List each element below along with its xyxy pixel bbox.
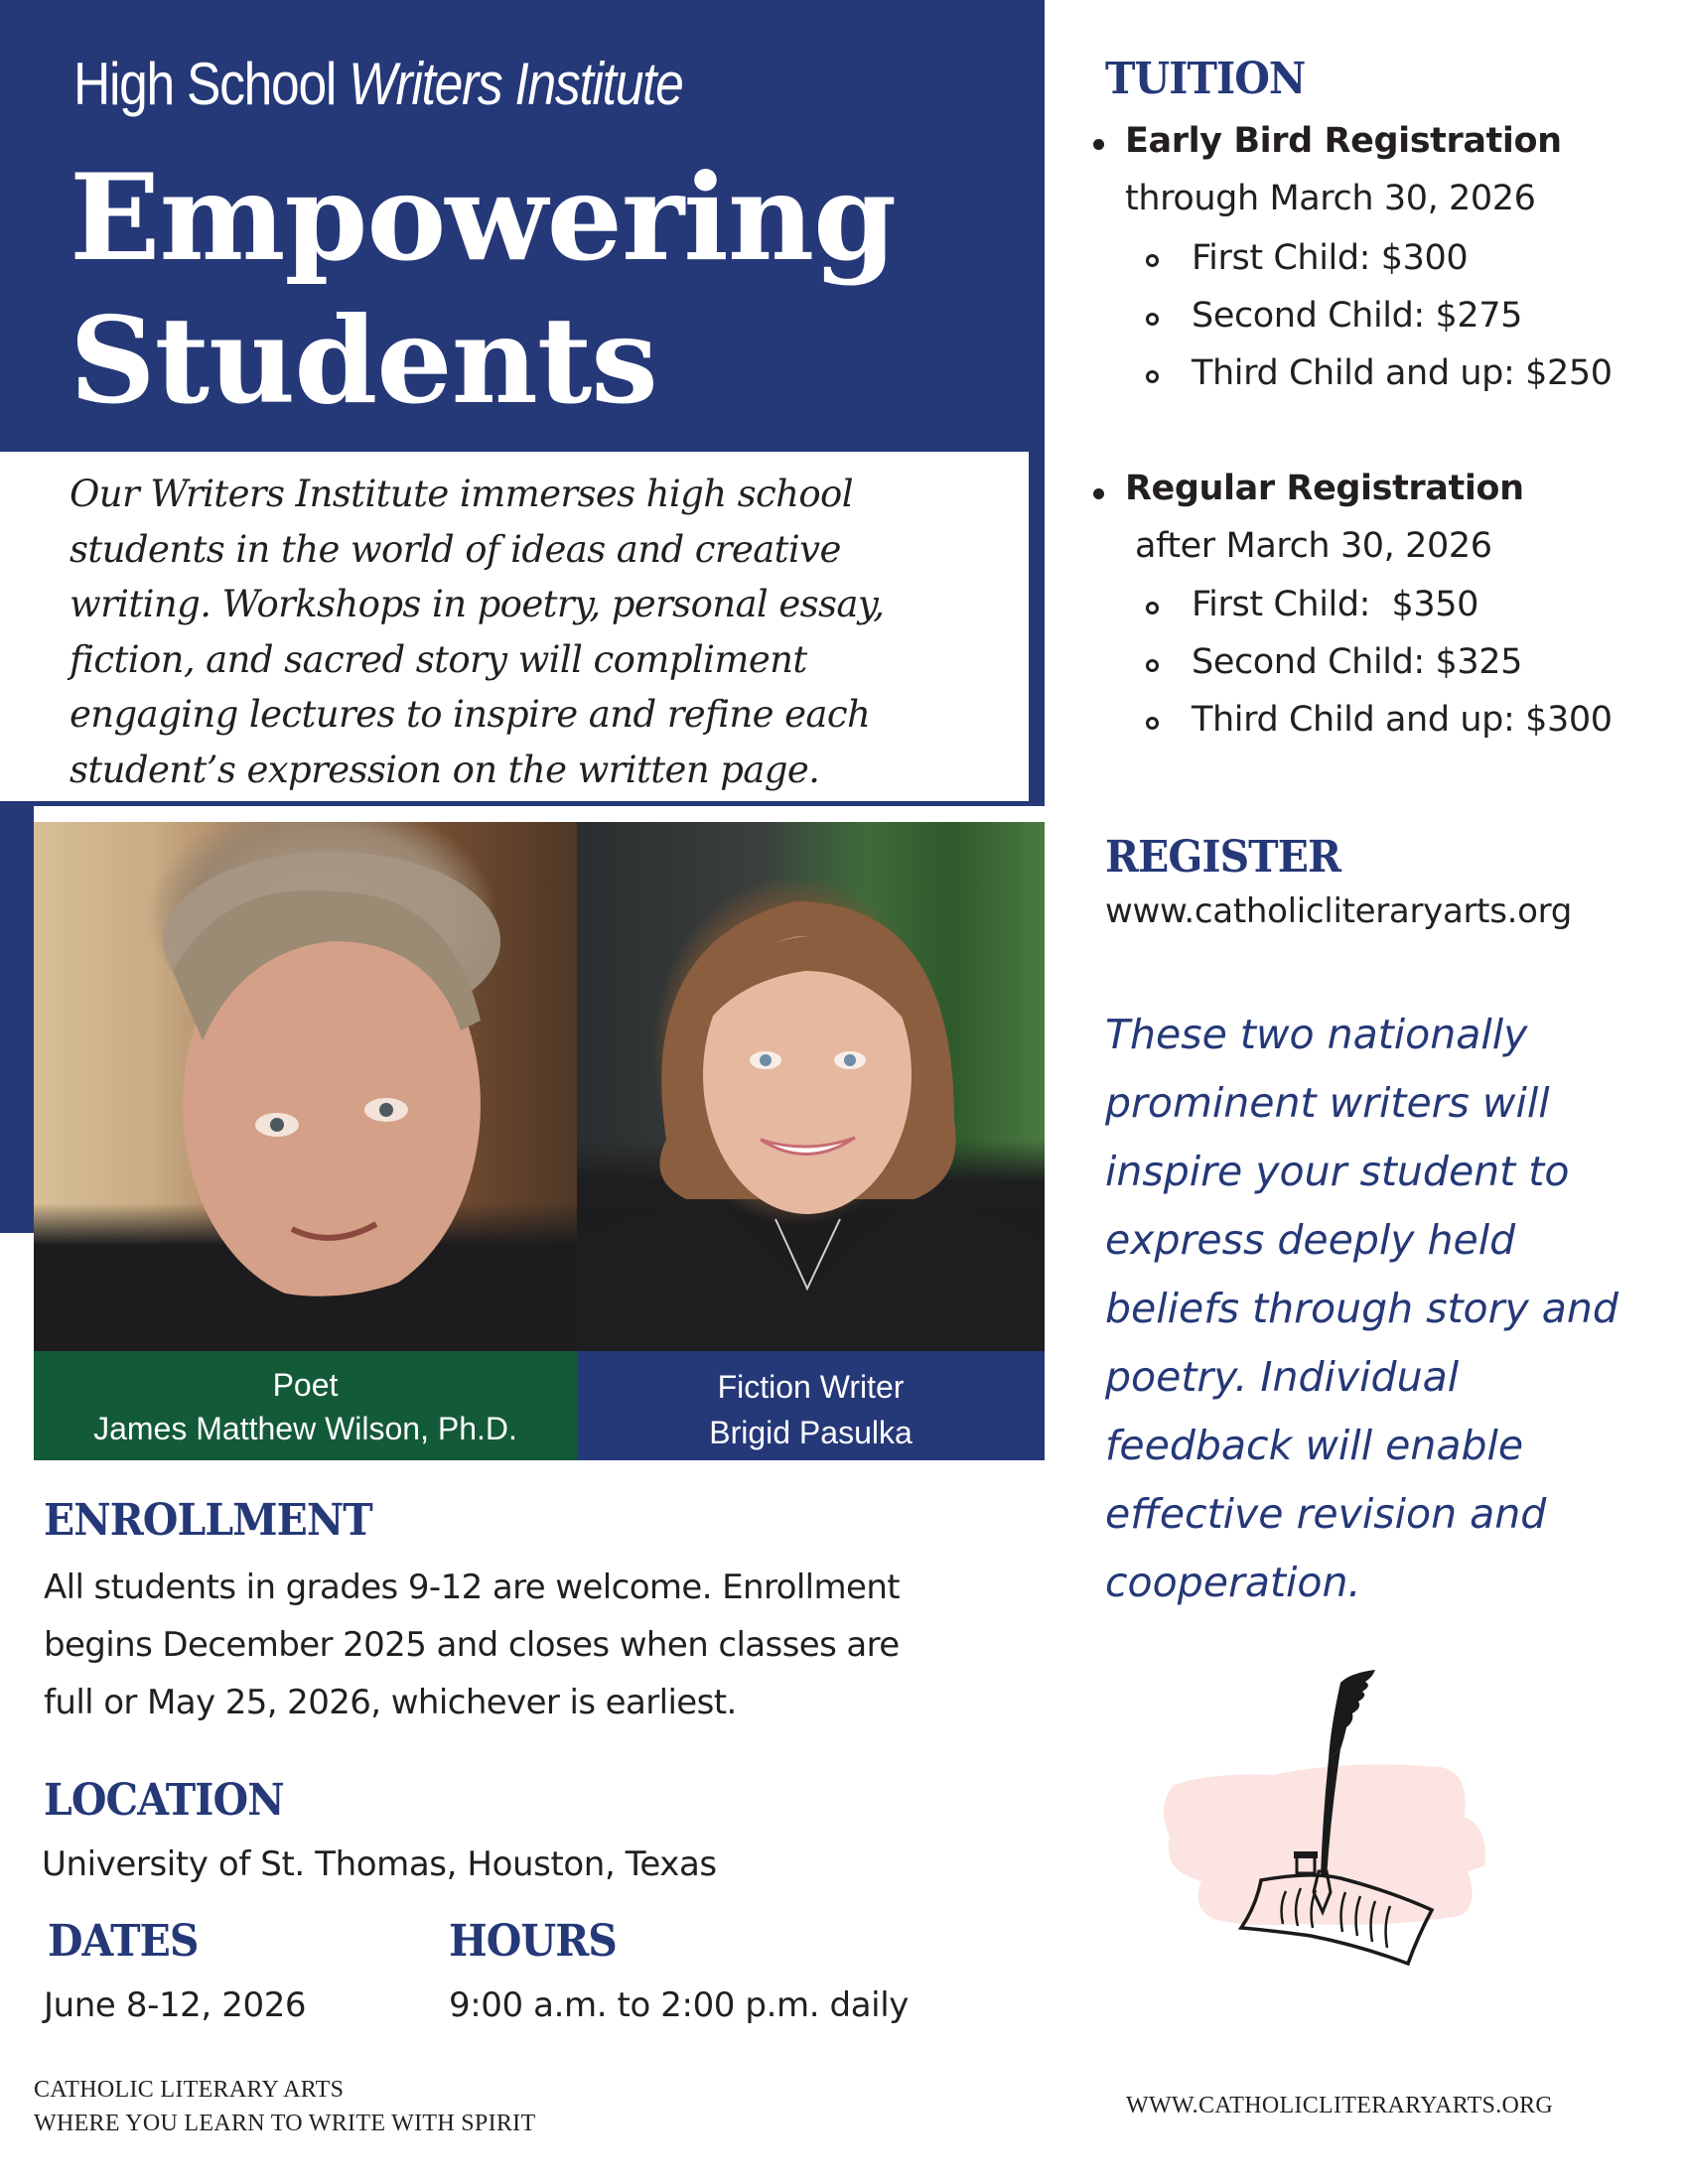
sub-bullet-icon	[1146, 313, 1159, 326]
promo-line: effective revision and	[1105, 1490, 1547, 1538]
tier-price: Third Child and up: $300	[1192, 700, 1613, 740]
title-line-2: Students	[70, 291, 657, 431]
tier-name: Regular Registration	[1125, 469, 1524, 508]
promo-line: prominent writers will	[1105, 1079, 1550, 1127]
promo-line: cooperation.	[1105, 1559, 1361, 1606]
footer-url[interactable]: WWW.CATHOLICLITERARYARTS.ORG	[1126, 2093, 1554, 2118]
tier-period: through March 30, 2026	[1125, 179, 1536, 218]
location-heading: LOCATION	[44, 1775, 284, 1826]
tier-period: after March 30, 2026	[1135, 526, 1492, 566]
tier-name: Early Bird Registration	[1125, 121, 1562, 161]
footer-org-name: CATHOLIC LITERARY ARTS	[34, 2077, 345, 2103]
photo-frame-accent	[0, 806, 34, 1233]
enrollment-line: full or May 25, 2026, whichever is earliest.	[44, 1683, 737, 1722]
intro-line: Our Writers Institute immerses high school	[70, 473, 853, 515]
sub-bullet-icon	[1146, 254, 1159, 267]
promo-line: poetry. Individual	[1105, 1353, 1460, 1401]
tier-price: First Child: $300	[1192, 238, 1469, 278]
dates-heading: DATES	[48, 1916, 199, 1967]
register-link[interactable]: www.catholicliteraryarts.org	[1105, 891, 1572, 931]
footer-tagline: WHERE YOU LEARN TO WRITE WITH SPIRIT	[34, 2111, 536, 2136]
register-heading: REGISTER	[1105, 832, 1341, 883]
caption-fiction-writer	[577, 1351, 1045, 1460]
tier-price: First Child: $350	[1192, 585, 1478, 624]
intro-line: writing. Workshops in poetry, personal essay,	[70, 583, 885, 625]
faculty-name: James Matthew Wilson, Ph.D.	[93, 1411, 517, 1446]
intro-line: student’s expression on the written page.	[70, 748, 820, 791]
intro-line: engaging lectures to inspire and refine each	[70, 693, 871, 736]
portrait-woman-illustration	[577, 822, 1045, 1351]
hours-heading: HOURS	[449, 1916, 617, 1967]
title-line-1: Empowering	[70, 148, 896, 288]
intro-line: fiction, and sacred story will compliment	[70, 637, 807, 681]
hours-text: 9:00 a.m. to 2:00 p.m. daily	[449, 1985, 909, 2025]
header-subtitle	[73, 50, 683, 118]
page-title	[70, 147, 896, 433]
promo-line: feedback will enable	[1105, 1422, 1524, 1469]
subtitle-italic: Writers Institute	[349, 51, 683, 117]
caption-poet	[34, 1351, 577, 1460]
intro-line: students in the world of ideas and creative	[70, 527, 841, 571]
enrollment-line: All students in grades 9-12 are welcome. Enrollment	[44, 1568, 901, 1607]
faculty-name: Brigid Pasulka	[709, 1415, 913, 1450]
quill-pen-inkwell-paper-icon	[1152, 1668, 1569, 2005]
bullet-icon	[1093, 488, 1104, 499]
intro-paragraph	[70, 467, 1023, 797]
faculty-role: Fiction Writer	[717, 1369, 905, 1405]
subtitle-plain: High School	[73, 51, 350, 117]
location-text: University of St. Thomas, Houston, Texas	[42, 1844, 717, 1884]
sub-bullet-icon	[1146, 602, 1159, 614]
faculty-role: Poet	[272, 1367, 339, 1403]
sub-bullet-icon	[1146, 659, 1159, 672]
promo-line: These two nationally	[1105, 1011, 1528, 1058]
promo-paragraph	[1105, 1001, 1661, 1617]
portrait-man-illustration	[34, 822, 577, 1351]
tier-price: Second Child: $275	[1192, 296, 1523, 336]
faculty-photo-poet	[34, 822, 577, 1351]
sub-bullet-icon	[1146, 717, 1159, 730]
promo-line: beliefs through story and	[1105, 1285, 1618, 1332]
bullet-icon	[1093, 139, 1104, 150]
dates-text: June 8-12, 2026	[44, 1985, 307, 2025]
sub-bullet-icon	[1146, 370, 1159, 383]
tier-price: Third Child and up: $250	[1192, 353, 1613, 393]
promo-line: inspire your student to	[1105, 1148, 1570, 1195]
tier-price: Second Child: $325	[1192, 642, 1523, 682]
faculty-photo-fiction-writer	[577, 822, 1045, 1351]
tuition-heading: TUITION	[1105, 54, 1306, 104]
promo-line: express deeply held	[1105, 1216, 1516, 1264]
enrollment-line: begins December 2025 and closes when classes are	[44, 1625, 900, 1665]
enrollment-text	[44, 1559, 900, 1731]
enrollment-heading: ENROLLMENT	[44, 1495, 372, 1546]
